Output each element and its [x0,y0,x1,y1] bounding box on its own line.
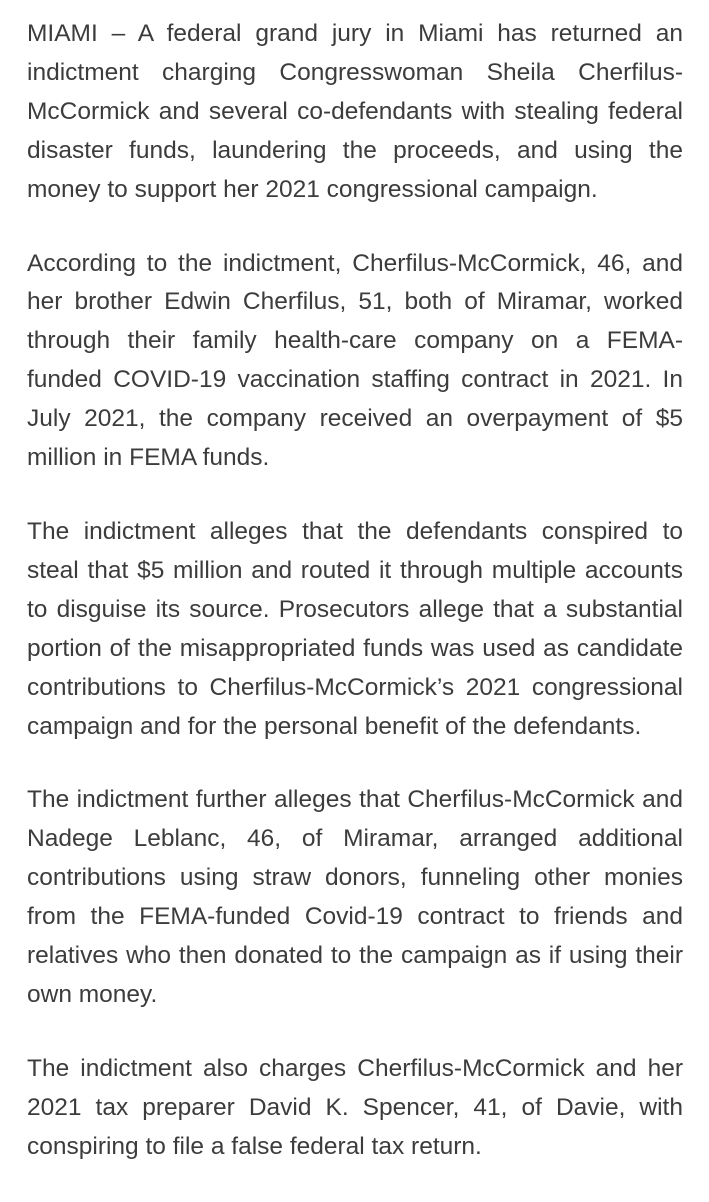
article-paragraph: The indictment further alleges that Cherfilus-McCormick and Nadege Leblanc, 46, of Miramar, arranged additional contributions using straw donors, funneling other monies from the FEMA-funded Covid-19 contract to friends and relatives who then donated to the campaign as if using their own money. [27,786,683,1008]
article-paragraph: According to the indictment, Cherfilus-McCormick, 46, and her brother Edwin Cherfilus, 51, both of Miramar, worked through their family health-care company on a FEMA-funded COVID-19 vaccination staffing contract in 2021. In July 2021, the company received an overpayment of $5 million in FEMA funds. [27,249,683,472]
article-body [27,15,683,1202]
article-paragraph: The indictment also charges Cherfilus-McCormick and her 2021 tax preparer David K. Spencer, 41, of Davie, with conspiring to file a false federal tax return. [27,1054,683,1160]
article-paragraph: The indictment alleges that the defendants conspired to steal that $5 million and routed it through multiple accounts to disguise its source. Prosecutors allege that a substantial portion of the misappropriated funds was used as candidate contributions to Cherfilus-McCormick’s 2021 congressional campaign and for the personal benefit of the defendants. [27,517,683,740]
article-paragraph: MIAMI – A federal grand jury in Miami has returned an indictment charging Congresswoman Sheila Cherfilus-McCormick and several co-defendants with stealing federal disaster funds, laundering the proceeds, and using the money to support her 2021 congressional campaign. [27,20,683,203]
